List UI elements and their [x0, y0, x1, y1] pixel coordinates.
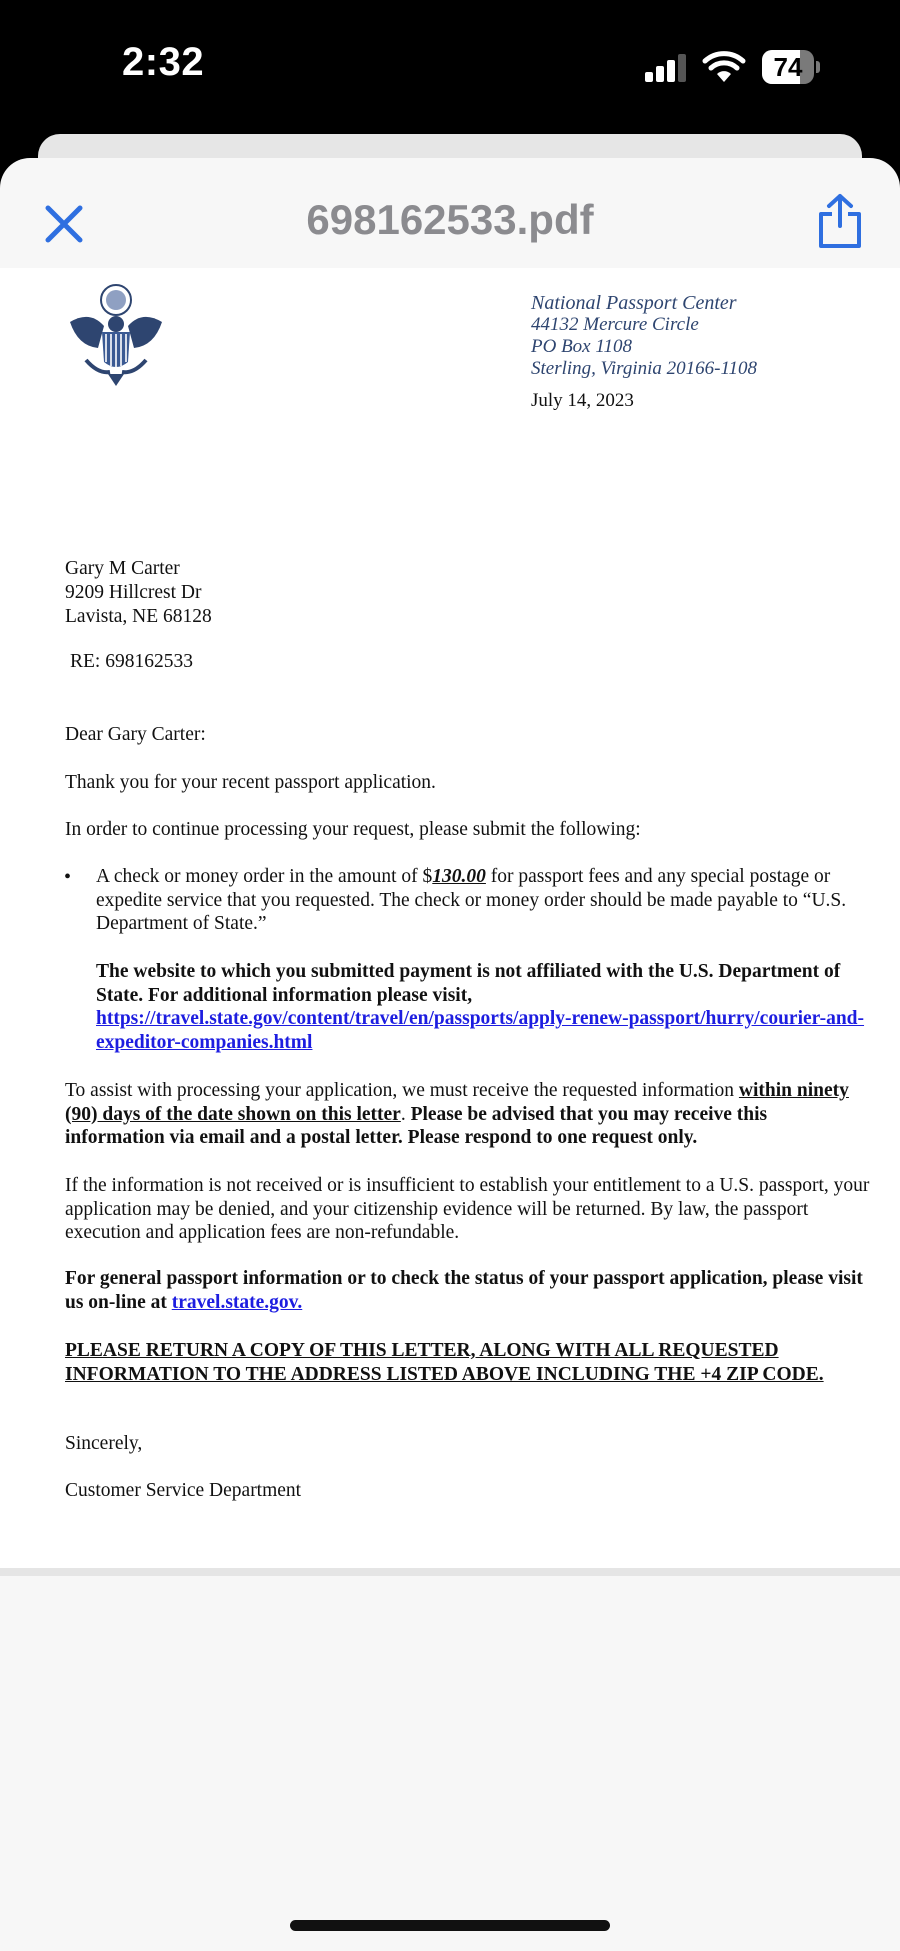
payment-warning [96, 960, 870, 1054]
share-icon[interactable] [815, 192, 865, 250]
battery-percent: 74 [773, 52, 803, 82]
fee-amount: 130.00 [432, 866, 486, 887]
recipient-city-state-zip: Lavista, NE 68128 [65, 606, 212, 627]
not-received-paragraph: If the information is not received or is insufficient to establish your entitlement to a U.S. passport, your application may be denied, and your citizenship evidence will be returned. By law, the passport execution and application fees are non-refundable. [65, 1175, 870, 1243]
assist-notice: Please be advised that you may receive this information via email and a postal letter. Please respond to one request only. [65, 1103, 768, 1148]
sender-po-box: PO Box 1108 [531, 336, 632, 357]
assist-period: . [400, 1103, 406, 1125]
signature: Customer Service Department [65, 1480, 302, 1501]
assist-paragraph [65, 1079, 870, 1150]
letter-date: July 14, 2023 [531, 390, 634, 411]
us-eagle-seal-icon [64, 282, 168, 390]
status-time: 2:32 [122, 40, 205, 84]
pdf-viewer-sheet [0, 158, 900, 1951]
reference-line: RE: 698162533 [70, 651, 193, 672]
assist-lead: To assist with processing your application, we must receive the requested information [65, 1080, 739, 1101]
general-info-paragraph [65, 1267, 870, 1314]
recipient-name: Gary M Carter [65, 558, 180, 579]
general-info-text: For general passport information or to check the status of your passport application, please visit us on-line at [65, 1268, 863, 1313]
letter-page [0, 268, 900, 1576]
order-intro-paragraph: In order to continue processing your request, please submit the following: [65, 819, 641, 840]
payment-warning-text: The website to which you submitted payment is not affiliated with the U.S. Department of State. For additional information please visit, [96, 961, 841, 1006]
return-notice: PLEASE RETURN A COPY OF THIS LETTER, ALONG WITH ALL REQUESTED INFORMATION TO THE ADDRESS LISTED ABOVE INCLUDING THE +4 ZIP CODE. [65, 1340, 824, 1385]
recipient-address [65, 557, 212, 629]
file-title: 698162533.pdf [306, 196, 594, 243]
status-bar [0, 0, 900, 130]
closing: Sincerely, [65, 1433, 143, 1454]
payment-request-item [96, 865, 870, 936]
bullet-point: • [64, 866, 72, 888]
battery-icon [762, 50, 820, 84]
sender-name: National Passport Center [531, 292, 737, 314]
sender-address [531, 292, 757, 380]
cellular-signal-icon [645, 52, 687, 82]
courier-info-link[interactable]: https://travel.state.gov/content/travel/en/passports/apply-renew-passport/hurry/courier-and-expeditor-companies.html [96, 1008, 865, 1053]
recipient-street: 9209 Hillcrest Dr [65, 582, 202, 603]
sender-city-state-zip: Sterling, Virginia 20166-1108 [531, 358, 758, 379]
bullet-text-before: A check or money order in the amount of $ [96, 866, 433, 887]
salutation: Dear Gary Carter: [65, 724, 206, 745]
bullet-text-after: for passport fees and any special postage or expedite service that you requested. The check or money order should be made payable to “U.S. Department of State.” [96, 866, 847, 934]
home-indicator[interactable] [290, 1920, 610, 1931]
deadline-text: within ninety (90) days of the date shown on this letter [65, 1080, 849, 1125]
wifi-icon [702, 50, 746, 84]
sender-street: 44132 Mercure Circle [531, 314, 699, 335]
thanks-paragraph: Thank you for your recent passport application. [65, 772, 436, 793]
travel-state-gov-link[interactable]: travel.state.gov. [171, 1291, 303, 1313]
